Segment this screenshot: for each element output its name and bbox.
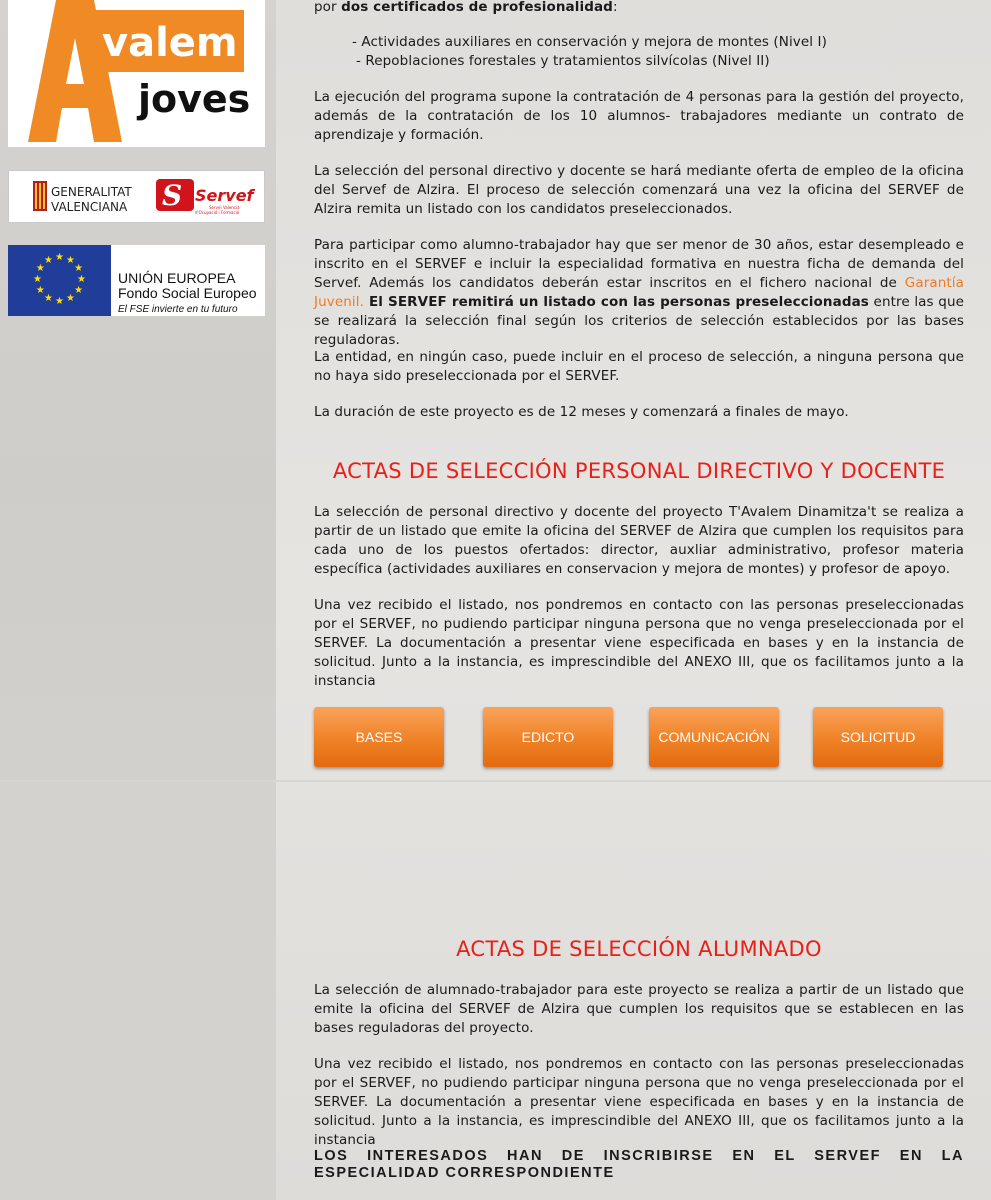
generalitat-servef-logo[interactable] [8,170,265,223]
valenciana-text: VALENCIANA [51,200,128,214]
eu-star-icon: ★ [55,252,64,263]
avalem-logo-text: valem [102,20,238,66]
certificate-item: - Actividades auxiliares en conservación y mejora de montes (Nivel I) [352,34,827,50]
heading-alumnado: ACTAS DE SELECCIÓN ALUMNADO [456,937,822,961]
heading-directivo: ACTAS DE SELECCIÓN PERSONAL DIRECTIVO Y DOCENTE [332,459,946,483]
servef-sub1: Servei Valencià [209,205,240,210]
eu-star-icon: ★ [74,285,84,296]
svg-text:S: S [162,179,183,212]
certificate-item: - Repoblaciones forestales y tratamientos silvícolas (Nivel II) [356,53,770,69]
fse-slogan-text: El FSE invierte en tu futuro [118,304,238,315]
generalitat-text: GENERALITAT [51,185,132,199]
paragraph-ejecucion: La ejecución del programa supone la contratación de 4 personas para la gestión del proyecto, además de la contratación de los 10 alumnos- trabajadores mediante un contrato de aprendizaje y formación. [314,89,964,143]
eu-star-icon: ★ [35,285,45,296]
eu-star-icon: ★ [35,263,45,274]
paragraph-alumnado-1: La selección de alumnado-trabajador para este proyecto se realiza a partir de un listado que emite la oficina del SERVEF de Alzira que cumplen los requisitos que se establecen en las bases reguladoras del proyecto. [314,982,964,1036]
bases-button[interactable]: BASES [314,707,444,767]
eu-star-icon: ★ [33,274,42,285]
fondo-social-text: Fondo Social Europeo [118,285,257,301]
joves-logo-text: joves [138,77,251,121]
edicto-button[interactable]: EDICTO [483,707,613,767]
eu-star-icon: ★ [44,254,53,266]
intro-text: por dos certificados de profesionalidad: [314,0,618,15]
paragraph-entidad: La entidad, en ningún caso, puede incluir en el proceso de selección, a ninguna persona que no haya sido preseleccionada por el SERVEF. [314,349,964,384]
union-europea-logo[interactable] [8,245,265,316]
union-europea-text: UNIÓN EUROPEA [118,270,236,286]
eu-star-icon: ★ [44,293,53,305]
servef-text: Servef [195,186,254,205]
inscribirse-notice: LOS INTERESADOS HAN DE INSCRIBIRSE EN EL SERVEF EN LA ESPECIALIDAD CORRESPONDIENTE [314,1148,964,1181]
solicitud-button[interactable]: SOLICITUD [813,707,943,767]
eu-star-icon: ★ [66,254,75,266]
paragraph-duracion: La duración de este proyecto es de 12 meses y comenzará a finales de mayo. [314,404,849,420]
eu-star-icon: ★ [74,263,84,274]
servef-sub2: d'Ocupació i Formació [195,210,240,215]
eu-star-icon: ★ [66,293,75,305]
sidebar-lower-panel [0,782,276,1200]
paragraph-directivo-1: La selección de personal directivo y docente del proyecto T'Avalem Dinamitza't se realiza a partir de un listado que emite la oficina del SERVEF de Alzira que cumplen los requisitos para cada uno de los puestos ofertados: director, auxliar administrativo, profesor materia específica (actividades auxiliares en conservacion y mejora de montes) y profesor de apoyo. [314,504,964,577]
paragraph-alumnado-2: Una vez recibido el listado, nos pondremos en contacto con las personas preseleccionadas por el SERVEF, no pudiendo participar ninguna persona que no venga preseleccionada por el SERVEF. La documentación a presentar viene especificada en bases y en la instancia de solicitud. Junto a la instancia, es imprescindible del ANEXO III, que os facilitamos junto a la instancia [314,1056,964,1148]
comunicacion-button[interactable]: COMUNICACIÓN [649,707,779,767]
paragraph-participar: Para participar como alumno-trabajador hay que ser menor de 30 años, estar desempleado e inscrito en el SERVEF e incluir la especialidad formativa en nuestra ficha de demanda del Servef. Además los candidatos deberán estar inscritos en el fichero nacional de Garantía Juvenil. El SERVEF remitirá un listado con las personas preseleccionadas entre las que se realizará la selección final según los criterios de selección establecidos por las bases reguladoras. [314,237,964,348]
avalem-joves-logo[interactable] [8,0,265,147]
section-divider [0,780,991,782]
paragraph-seleccion: La selección del personal directivo y docente se hará mediante oferta de empleo de la oficina del Servef de Alzira. El proceso de selección comenzará una vez la oficina del SERVEF de Alzira remita un listado con los candidatos preseleccionados. [314,163,964,217]
generalitat-crest-icon [33,181,47,211]
garantia-juvenil-link[interactable]: Garantía Juvenil. [314,275,964,310]
eu-star-icon: ★ [77,274,86,285]
eu-star-icon: ★ [55,296,64,307]
paragraph-directivo-2: Una vez recibido el listado, nos pondremos en contacto con las personas preseleccionadas por el SERVEF, no pudiendo participar ninguna persona que no venga preseleccionada por el SERVEF. La documentación a presentar viene especificada en bases y en la instancia de solicitud. Junto a la instancia, es imprescindible del ANEXO III, que os facilitamos junto a la instancia [314,597,964,689]
